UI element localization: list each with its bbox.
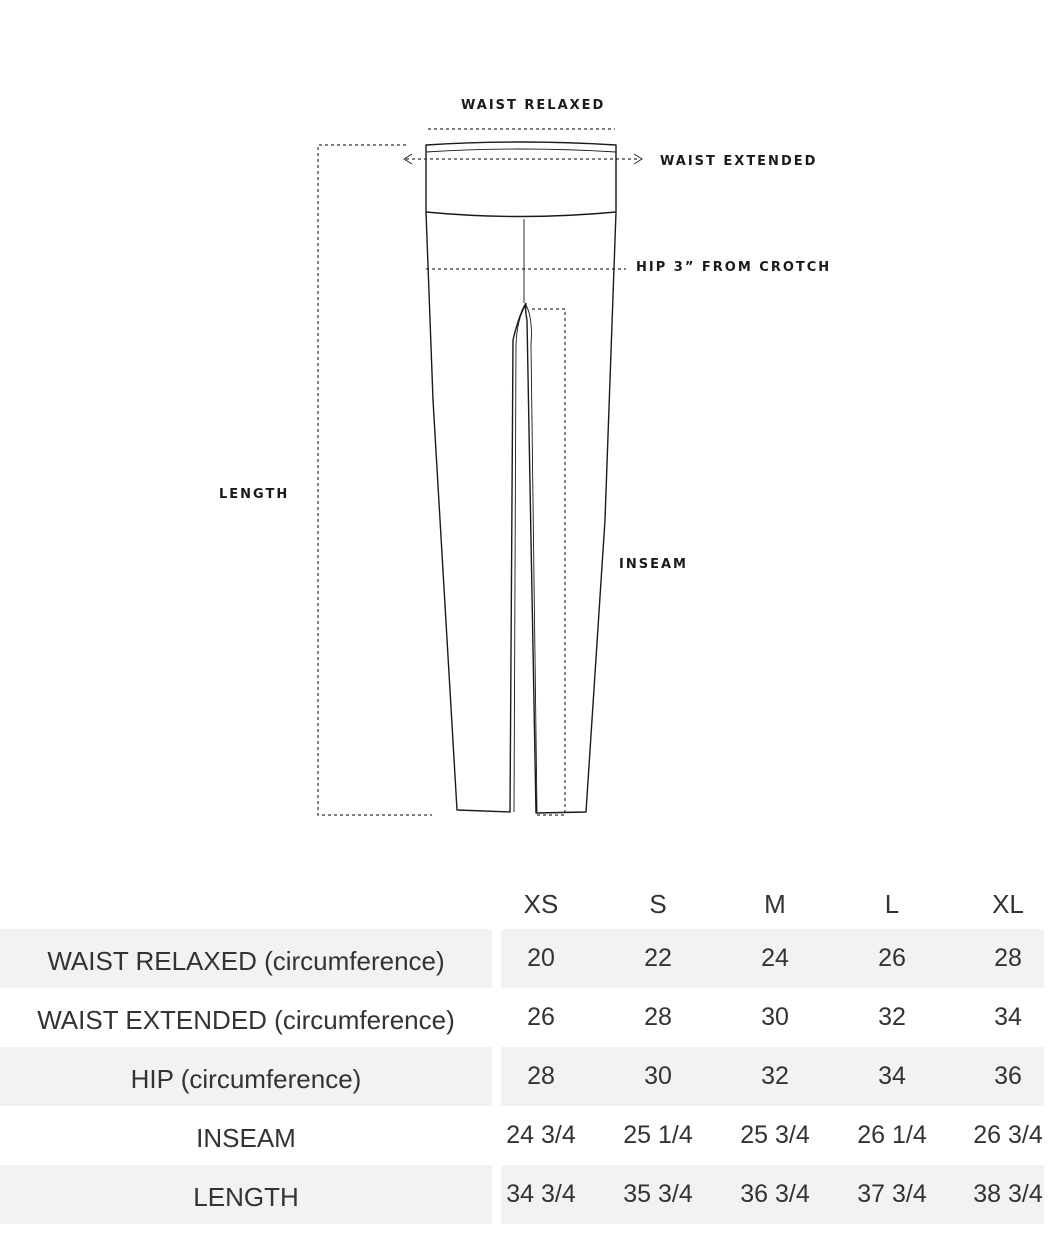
size-header-l: L: [884, 888, 900, 919]
table-row: [0, 988, 1063, 1047]
measurement-label: WAIST EXTENDED (circumference): [37, 1005, 455, 1035]
measurement-value: 34: [878, 1062, 906, 1090]
measurement-value: 36 3/4: [740, 1180, 810, 1208]
measurement-value: 36: [994, 1062, 1022, 1090]
measurement-value: 30: [644, 1062, 672, 1090]
size-header-s: S: [649, 888, 667, 919]
measurement-value: 30: [761, 1003, 789, 1031]
size-header-xs: XS: [523, 888, 559, 919]
measurement-value: 32: [761, 1062, 789, 1090]
length-label: LENGTH: [219, 487, 290, 502]
table-row: [0, 1047, 1063, 1106]
measurement-value: 32: [878, 1003, 906, 1031]
measurement-value: 37 3/4: [857, 1180, 927, 1208]
measurement-value: 24 3/4: [506, 1121, 576, 1149]
measurement-label: HIP (circumference): [0, 1047, 492, 1106]
size-header-m: M: [764, 888, 786, 919]
measurement-value: 25 1/4: [623, 1121, 693, 1149]
measurement-value: 22: [644, 944, 672, 972]
size-header-row: [0, 875, 1063, 934]
measurement-value: 26: [878, 944, 906, 972]
size-header-xl: XL: [992, 888, 1024, 919]
table-row: [0, 1165, 1063, 1224]
table-row: [0, 929, 1063, 988]
measurement-value: 34 3/4: [506, 1180, 576, 1208]
measurement-value: 26 1/4: [857, 1121, 927, 1149]
inseam-guide: [532, 309, 565, 815]
measurement-label: INSEAM: [196, 1123, 296, 1153]
measurement-value: 28: [994, 944, 1022, 972]
measurement-value: 35 3/4: [623, 1180, 693, 1208]
measurement-value: 38 3/4: [973, 1180, 1043, 1208]
measurement-value: 34: [994, 1003, 1022, 1031]
table-row: [0, 1106, 1063, 1165]
leggings-outline: [426, 142, 616, 813]
length-guide: [318, 145, 432, 815]
hip-label: HIP 3” FROM CROTCH: [636, 260, 832, 275]
measurement-value: 26: [527, 1003, 555, 1031]
measurement-value: 28: [644, 1003, 672, 1031]
inseam-label: INSEAM: [619, 557, 688, 572]
measurement-label: LENGTH: [0, 1165, 492, 1224]
measurement-value: 26 3/4: [973, 1121, 1043, 1149]
measurement-label: WAIST RELAXED (circumference): [0, 929, 492, 988]
measurement-value: 28: [527, 1062, 555, 1090]
measurement-value: 24: [761, 944, 789, 972]
waist-extended-label: WAIST EXTENDED: [660, 154, 818, 169]
measurement-value: 25 3/4: [740, 1121, 810, 1149]
waist-relaxed-label: WAIST RELAXED: [461, 98, 606, 113]
measurement-value: 20: [527, 944, 555, 972]
